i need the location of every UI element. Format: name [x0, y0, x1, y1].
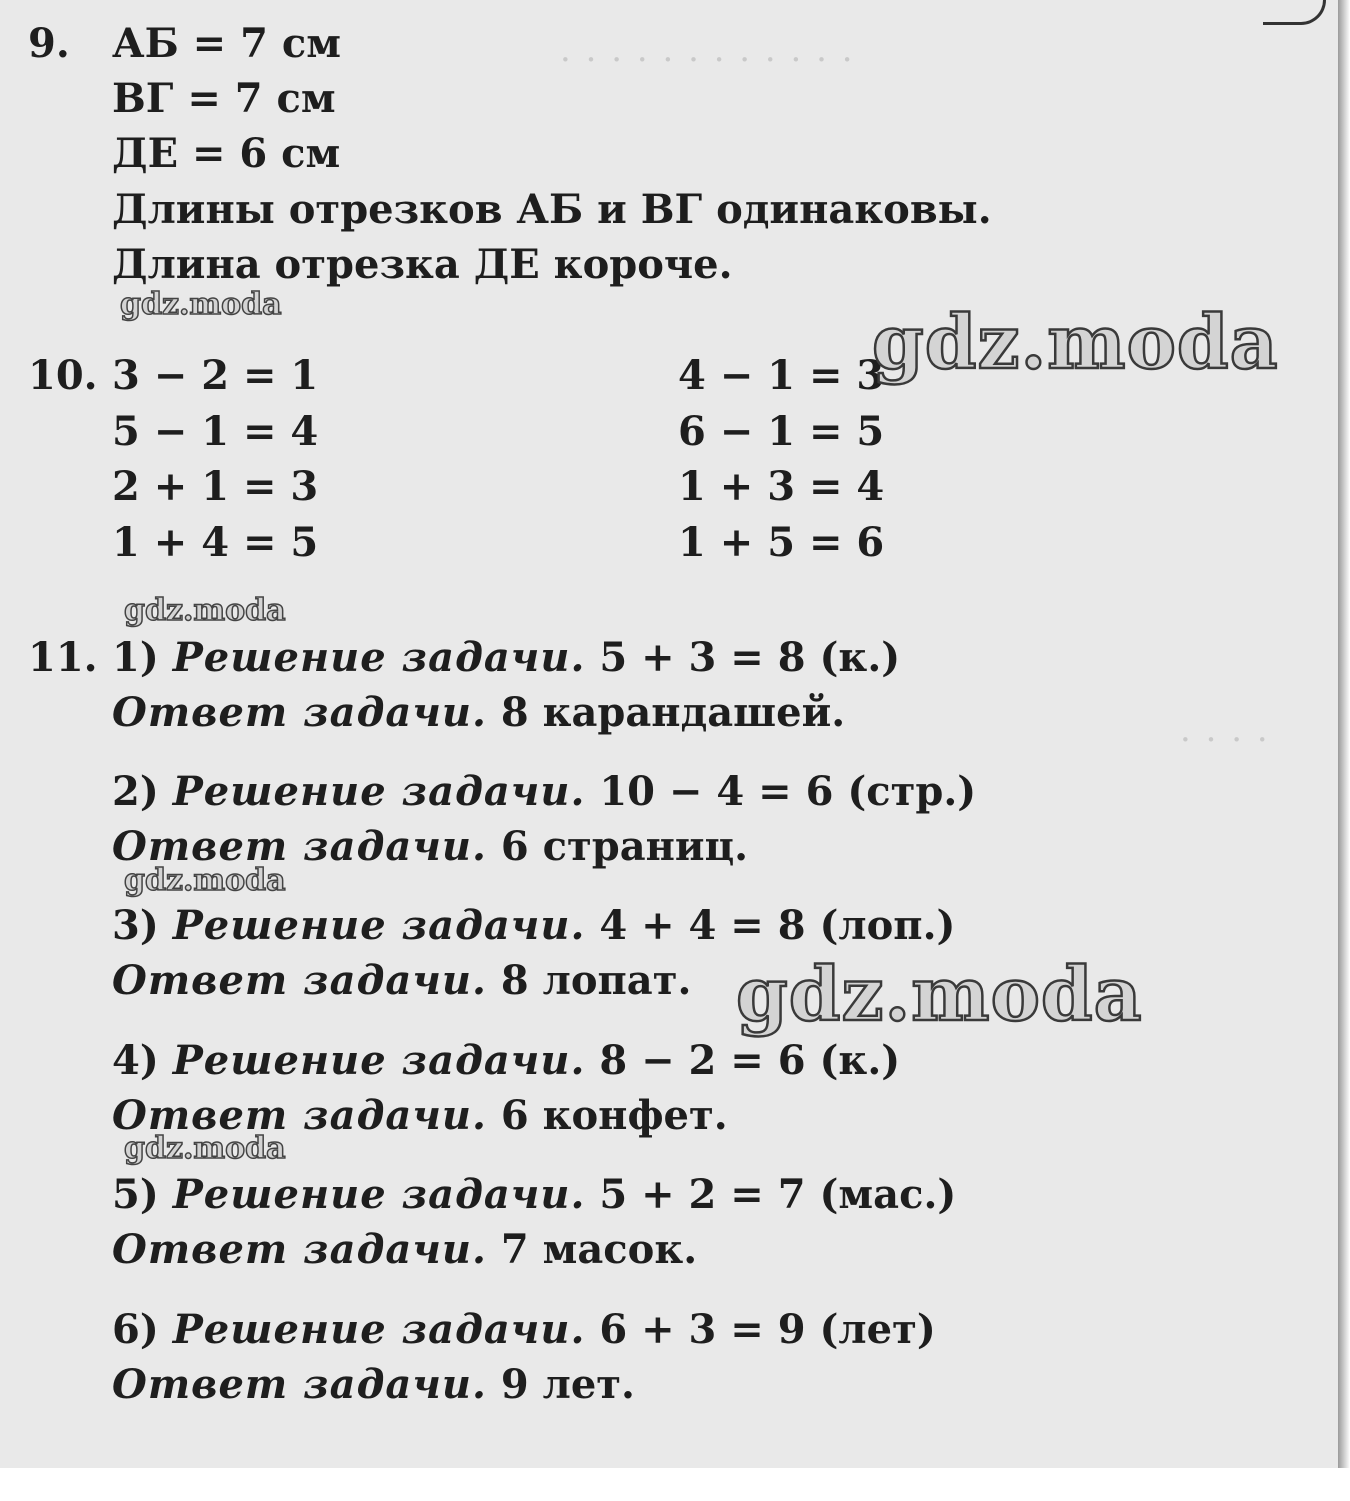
- answer-text: 9 лет.: [500, 1361, 635, 1408]
- task-9-line: Длины отрезков АБ и ВГ одинаковы.: [112, 186, 992, 233]
- answer-text: 8 лопат.: [500, 957, 692, 1004]
- task-9-line: АБ = 7 см: [112, 20, 341, 67]
- task-11-solution-line: [112, 634, 901, 681]
- solution-expression: 10 − 4 = 6 (стр.): [599, 768, 977, 815]
- item-number: 4): [112, 1037, 159, 1084]
- item-number: 3): [112, 902, 159, 949]
- task-11-answer-line: [112, 823, 749, 870]
- watermark-logo-large: gdz.moda: [872, 300, 1279, 386]
- watermark-logo: gdz.moda: [124, 863, 286, 898]
- answer-label: Ответ задачи.: [112, 1226, 487, 1273]
- task-9-line: ВГ = 7 см: [112, 75, 336, 122]
- solution-label: Решение задачи.: [172, 634, 586, 681]
- solution-expression: 5 + 2 = 7 (мас.): [599, 1171, 957, 1218]
- task-10-right-equation: 4 − 1 = 3: [678, 352, 885, 399]
- bleed-through-text: · · · ·: [1180, 720, 1270, 760]
- solution-label: Решение задачи.: [172, 768, 586, 815]
- item-number: 6): [112, 1306, 159, 1353]
- solution-label: Решение задачи.: [172, 1306, 586, 1353]
- task-11-answer-line: [112, 1226, 698, 1273]
- answer-label: Ответ задачи.: [112, 957, 487, 1004]
- item-number: 2): [112, 768, 159, 815]
- watermark-logo: gdz.moda: [124, 1131, 286, 1166]
- solution-label: Решение задачи.: [172, 902, 586, 949]
- task-11-answer-line: [112, 1361, 635, 1408]
- answer-text: 6 конфет.: [500, 1092, 728, 1139]
- task-10-right-equation: 1 + 5 = 6: [678, 519, 885, 566]
- answer-text: 6 страниц.: [500, 823, 749, 870]
- solution-label: Решение задачи.: [172, 1171, 586, 1218]
- solution-expression: 6 + 3 = 9 (лет): [599, 1306, 936, 1353]
- bleed-through-text: · · · · · · · · · · · ·: [560, 40, 855, 80]
- task-10-right-equation: 1 + 3 = 4: [678, 463, 885, 510]
- solution-label: Решение задачи.: [172, 1037, 586, 1084]
- task-11-solution-line: [112, 1037, 901, 1084]
- answer-label: Ответ задачи.: [112, 1361, 487, 1408]
- answer-label: Ответ задачи.: [112, 689, 487, 736]
- watermark-logo: gdz.moda: [124, 593, 286, 628]
- task-10-left-equation: 1 + 4 = 5: [112, 519, 319, 566]
- task-11-answer-line: [112, 689, 846, 736]
- watermark-logo: gdz.moda: [120, 287, 282, 322]
- task-11-answer-line: [112, 1092, 728, 1139]
- item-number: 5): [112, 1171, 159, 1218]
- item-number: 1): [112, 634, 159, 681]
- page-corner: [1263, 0, 1326, 25]
- answer-text: 7 масок.: [500, 1226, 698, 1273]
- answer-label: Ответ задачи.: [112, 1092, 487, 1139]
- task-9-line: ДЕ = 6 см: [112, 130, 341, 177]
- watermark-logo-large: gdz.moda: [736, 952, 1143, 1038]
- solution-expression: 4 + 4 = 8 (лоп.): [599, 902, 956, 949]
- task-10-left-equation: 2 + 1 = 3: [112, 463, 319, 510]
- task-10-left-equation: 3 − 2 = 1: [112, 352, 319, 399]
- task-11-answer-line: [112, 957, 692, 1004]
- answer-label: Ответ задачи.: [112, 823, 487, 870]
- page-bottom-margin: [0, 1468, 1350, 1501]
- task-9-line: Длина отрезка ДЕ короче.: [112, 241, 733, 288]
- task-11-solution-line: [112, 902, 956, 949]
- task-10-number: 10.: [28, 352, 98, 399]
- task-11-solution-line: [112, 1306, 936, 1353]
- task-10-right-equation: 6 − 1 = 5: [678, 408, 885, 455]
- page-binding-edge: [1338, 0, 1350, 1501]
- task-10-left-equation: 5 − 1 = 4: [112, 408, 319, 455]
- task-11-solution-line: [112, 1171, 957, 1218]
- task-11-number: 11.: [28, 634, 98, 681]
- answer-text: 8 карандашей.: [500, 689, 846, 736]
- task-9-number: 9.: [28, 20, 70, 67]
- solution-expression: 5 + 3 = 8 (к.): [599, 634, 901, 681]
- solution-expression: 8 − 2 = 6 (к.): [599, 1037, 901, 1084]
- task-11-solution-line: [112, 768, 977, 815]
